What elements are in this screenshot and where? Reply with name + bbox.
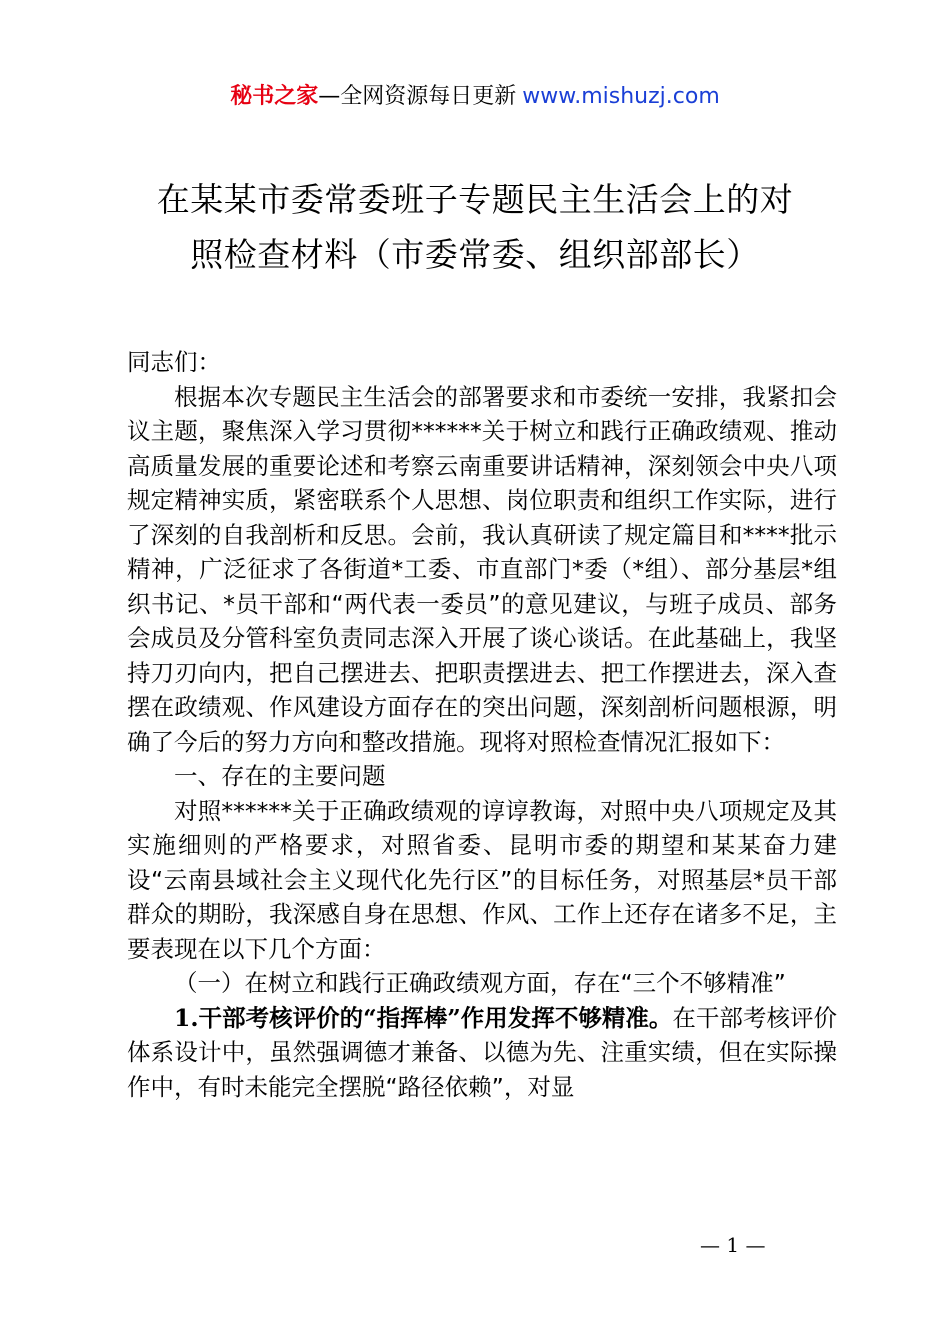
brand-name: 秘书之家 bbox=[230, 84, 319, 109]
document-body bbox=[127, 345, 837, 1104]
section-heading: 一、存在的主要问题 bbox=[174, 762, 386, 790]
salutation: 同志们： bbox=[127, 348, 221, 376]
item-lead: 1.干部考核评价的“指挥棒”作用发挥不够精准。 bbox=[174, 1003, 673, 1032]
subsection-heading: （一）在树立和践行正确政绩观方面，存在“三个不够精准” bbox=[174, 969, 786, 997]
title-line-2: 照检查材料（市委常委、组织部部长） bbox=[190, 235, 760, 274]
title-line-1: 在某某市委常委班子专题民主生活会上的对 bbox=[156, 180, 794, 219]
paragraph-intro: 根据本次专题民主生活会的部署要求和市委统一安排，我紧扣会议主题，聚焦深入学习贯彻******关于树立和践行正确政绩观、推动高质量发展的重要论述和考察云南重要讲话精神，深刻领会中央八项规定精神实质，紧密联系个人思想、岗位职责和组织工作实际，进行了深刻的自我剖析和反思。会前，我认真研读了规定篇目和****批示精神，广泛征求了各街道*工委、市直部门*委（*组）、部分基层*组织书记、*员干部和“两代表一委员”的意见建议，与班子成员、部务会成员及分管科室负责同志深入开展了谈心谈话。在此基础上，我坚持刀刃向内，把自己摆进去、把职责摆进去、把工作摆进去，深入查摆在政绩观、作风建设方面存在的突出问题，深刻剖析问题根源，明确了今后的努力方向和整改措施。现将对照检查情况汇报如下： bbox=[127, 382, 837, 756]
site-header bbox=[0, 82, 950, 112]
page-number: — 1 — bbox=[700, 1233, 766, 1257]
item-paragraph bbox=[127, 1001, 837, 1105]
document-title bbox=[110, 172, 840, 282]
item-body: 在干部考核评价体系设计中，虽然强调德才兼备、以德为先、注重实绩，但在实际操作中，有时未能完全摆脱“路径依赖”，对显 bbox=[127, 1003, 837, 1101]
header-tagline: —全网资源每日更新 bbox=[318, 84, 517, 109]
paragraph-problems: 对照******关于正确政绩观的谆谆教诲，对照中央八项规定及其实施细则的严格要求，对照省委、昆明市委的期望和某某奋力建设“云南县域社会主义现代化先行区”的目标任务，对照基层*员干部群众的期盼，我深感自身在思想、作风、工作上还存在诸多不足，主要表现在以下几个方面： bbox=[127, 796, 837, 963]
site-url[interactable]: www.mishuzj.com bbox=[522, 84, 720, 109]
